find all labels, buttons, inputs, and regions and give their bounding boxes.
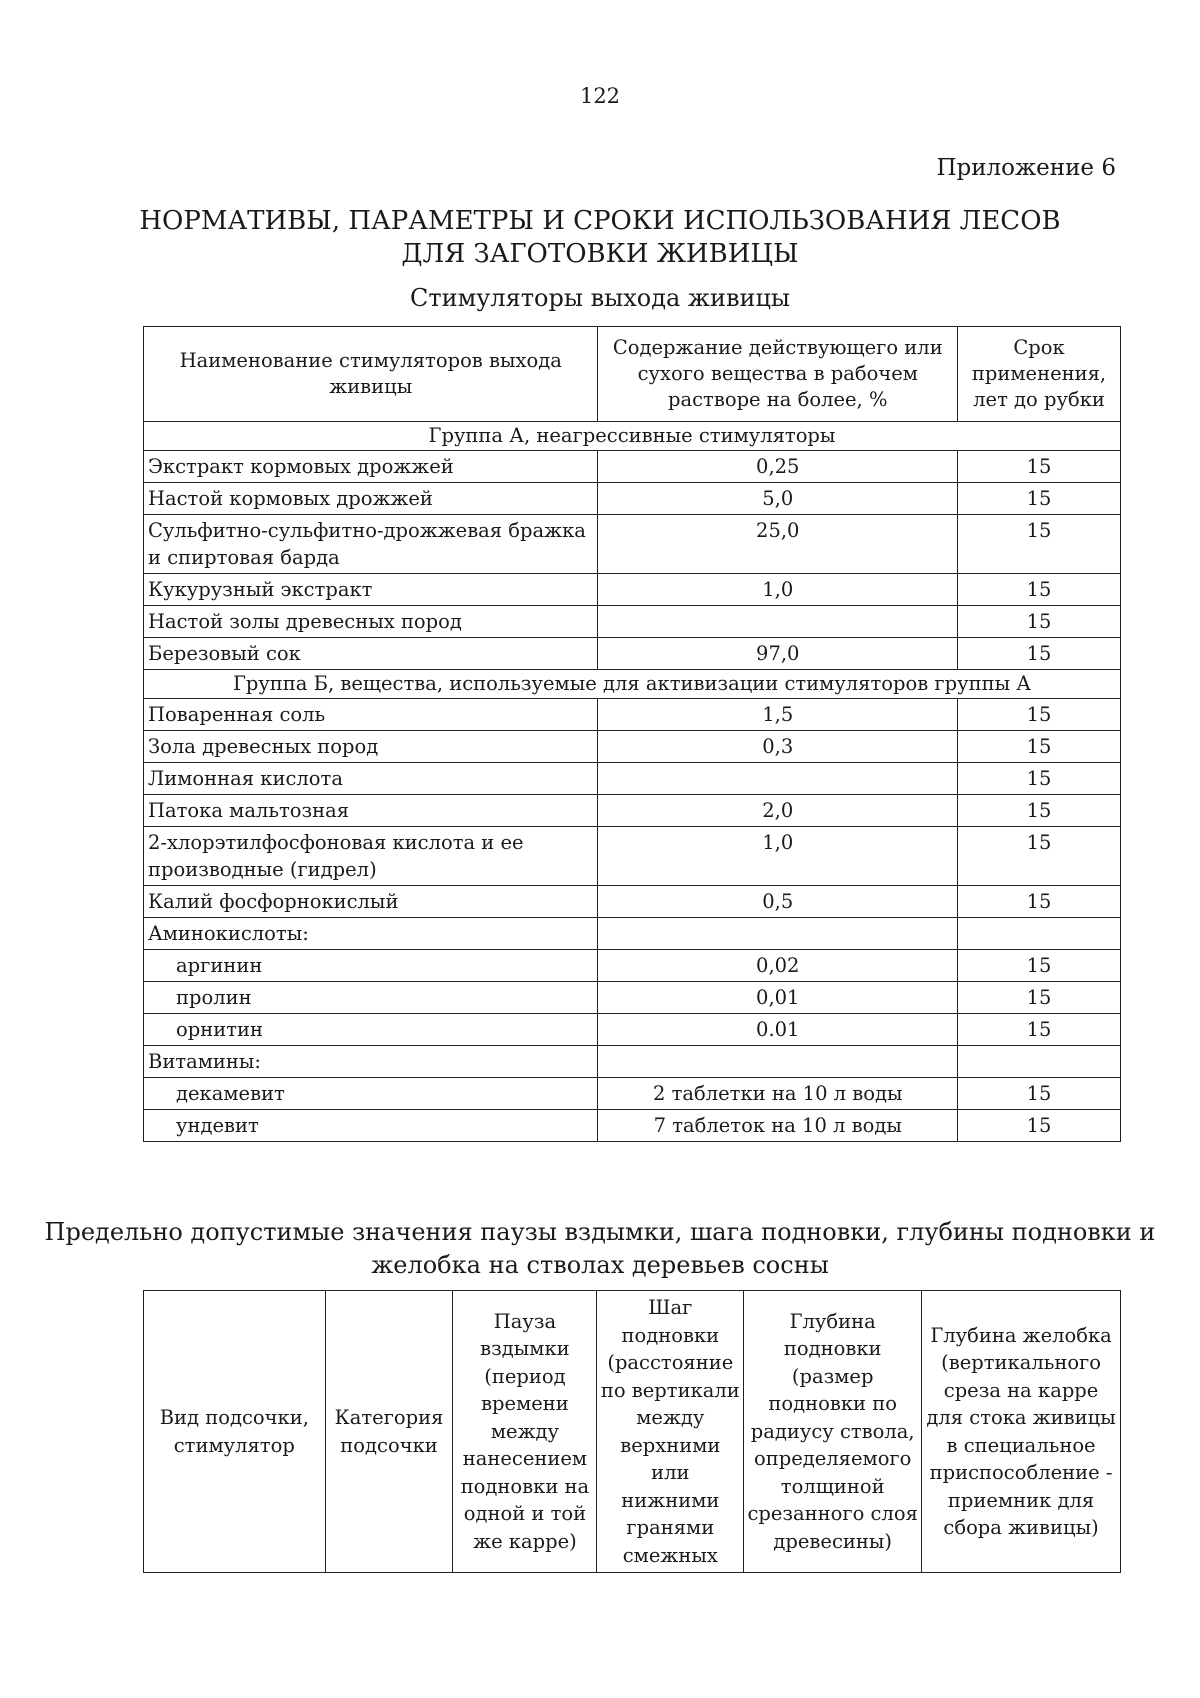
term-cell: 15 — [958, 950, 1121, 982]
header-groove-depth: Глубина желобка (вертикального среза на карре для стока живицы в специальное приспособление - приемник для сбора живицы) — [922, 1291, 1121, 1573]
stimulator-name-cell: Аминокислоты: — [144, 918, 598, 950]
term-cell: 15 — [958, 827, 1121, 886]
table-header-row — [144, 1291, 1121, 1573]
stimulators-table — [143, 326, 1121, 1142]
header-tapping-category: Категория подсочки — [325, 1291, 453, 1573]
stimulator-name-cell: 2-хлорэтилфосфоновая кислота и ее производные (гидрел) — [144, 827, 598, 886]
group-b-heading: Группа Б, вещества, используемые для активизации стимуляторов группы А — [144, 670, 1121, 699]
header-tapping-type: Вид подсочки, стимулятор — [144, 1291, 326, 1573]
appendix-label: Приложение 6 — [936, 155, 1116, 181]
table-row — [144, 795, 1121, 827]
content-cell — [598, 763, 958, 795]
content-cell: 2,0 — [598, 795, 958, 827]
table-row — [144, 763, 1121, 795]
table-row — [144, 699, 1121, 731]
term-cell: 15 — [958, 574, 1121, 606]
header-term: Срок применения, лет до рубки — [958, 327, 1121, 422]
term-cell: 15 — [958, 795, 1121, 827]
content-cell: 2 таблетки на 10 л воды — [598, 1078, 958, 1110]
table-row — [144, 886, 1121, 918]
table-row — [144, 515, 1121, 574]
content-cell: 1,5 — [598, 699, 958, 731]
stimulator-name-cell: Настой кормовых дрожжей — [144, 483, 598, 515]
term-cell: 15 — [958, 699, 1121, 731]
term-cell: 15 — [958, 982, 1121, 1014]
stimulator-name-cell: Настой золы древесных пород — [144, 606, 598, 638]
term-cell: 15 — [958, 731, 1121, 763]
stimulators-table-body — [144, 422, 1121, 1142]
stimulator-name-cell: Экстракт кормовых дрожжей — [144, 451, 598, 483]
term-cell: 15 — [958, 1014, 1121, 1046]
table-row — [144, 574, 1121, 606]
term-cell: 15 — [958, 763, 1121, 795]
term-cell — [958, 1046, 1121, 1078]
table2-caption: Предельно допустимые значения паузы вздымки, шага подновки, глубины подновки и желобка на стволах деревьев сосны — [44, 1218, 1156, 1279]
table-row — [144, 827, 1121, 886]
term-cell: 15 — [958, 483, 1121, 515]
group-row — [144, 422, 1121, 451]
stimulator-name-cell: Лимонная кислота — [144, 763, 598, 795]
header-content: Содержание действующего или сухого вещества в рабочем растворе на более, % — [598, 327, 958, 422]
content-cell: 97,0 — [598, 638, 958, 670]
stimulator-name-cell: Зола древесных пород — [144, 731, 598, 763]
group-a-heading: Группа А, неагрессивные стимуляторы — [144, 422, 1121, 451]
term-cell — [958, 918, 1121, 950]
table-header-row — [144, 327, 1121, 422]
table-row — [144, 982, 1121, 1014]
table-row — [144, 606, 1121, 638]
stimulator-name-cell: ундевит — [144, 1110, 598, 1142]
content-cell: 0,01 — [598, 982, 958, 1014]
content-cell: 0,5 — [598, 886, 958, 918]
stimulator-name-cell: Калий фосфорнокислый — [144, 886, 598, 918]
table1-caption: Стимуляторы выхода живицы — [409, 284, 791, 312]
content-cell: 25,0 — [598, 515, 958, 574]
header-step: Шаг подновки (расстояние по вертикали между верхними или нижними гранями смежных — [597, 1291, 744, 1573]
stimulator-name-cell: Патока мальтозная — [144, 795, 598, 827]
table-row — [144, 1078, 1121, 1110]
stimulator-name-cell: Березовый сок — [144, 638, 598, 670]
content-cell — [598, 1046, 958, 1078]
stimulator-name-cell: декамевит — [144, 1078, 598, 1110]
table-row — [144, 950, 1121, 982]
content-cell: 1,0 — [598, 827, 958, 886]
header-pause: Пауза вздымки (период времени между нанесением подновки на одной и той же карре) — [453, 1291, 597, 1573]
limits-table — [143, 1290, 1121, 1573]
content-cell: 7 таблеток на 10 л воды — [598, 1110, 958, 1142]
header-stimulator-name: Наименование стимуляторов выхода живицы — [144, 327, 598, 422]
content-cell: 1,0 — [598, 574, 958, 606]
content-cell: 5,0 — [598, 483, 958, 515]
table-row — [144, 918, 1121, 950]
table-row — [144, 1110, 1121, 1142]
stimulator-name-cell: аргинин — [144, 950, 598, 982]
content-cell: 0.01 — [598, 1014, 958, 1046]
term-cell: 15 — [958, 606, 1121, 638]
term-cell: 15 — [958, 1110, 1121, 1142]
content-cell — [598, 918, 958, 950]
table-row — [144, 483, 1121, 515]
stimulator-name-cell: Кукурузный экстракт — [144, 574, 598, 606]
stimulator-name-cell: Витамины: — [144, 1046, 598, 1078]
content-cell: 0,25 — [598, 451, 958, 483]
stimulator-name-cell: Поваренная соль — [144, 699, 598, 731]
term-cell: 15 — [958, 886, 1121, 918]
term-cell: 15 — [958, 638, 1121, 670]
content-cell — [598, 606, 958, 638]
group-row — [144, 670, 1121, 699]
stimulator-name-cell: Сульфитно-сульфитно-дрожжевая бражка и спиртовая барда — [144, 515, 598, 574]
term-cell: 15 — [958, 1078, 1121, 1110]
table-row — [144, 638, 1121, 670]
content-cell: 0,3 — [598, 731, 958, 763]
table-row — [144, 731, 1121, 763]
content-cell: 0,02 — [598, 950, 958, 982]
document-title: НОРМАТИВЫ, ПАРАМЕТРЫ И СРОКИ ИСПОЛЬЗОВАНИЯ ЛЕСОВ ДЛЯ ЗАГОТОВКИ ЖИВИЦЫ — [139, 206, 1061, 269]
table-row — [144, 1014, 1121, 1046]
header-depth: Глубина подновки (размер подновки по радиусу ствола, определяемого толщиной срезанного слоя древесины) — [744, 1291, 922, 1573]
page-number: 122 — [579, 84, 621, 108]
stimulator-name-cell: пролин — [144, 982, 598, 1014]
table-row — [144, 1046, 1121, 1078]
stimulator-name-cell: орнитин — [144, 1014, 598, 1046]
table-row — [144, 451, 1121, 483]
term-cell: 15 — [958, 451, 1121, 483]
term-cell: 15 — [958, 515, 1121, 574]
